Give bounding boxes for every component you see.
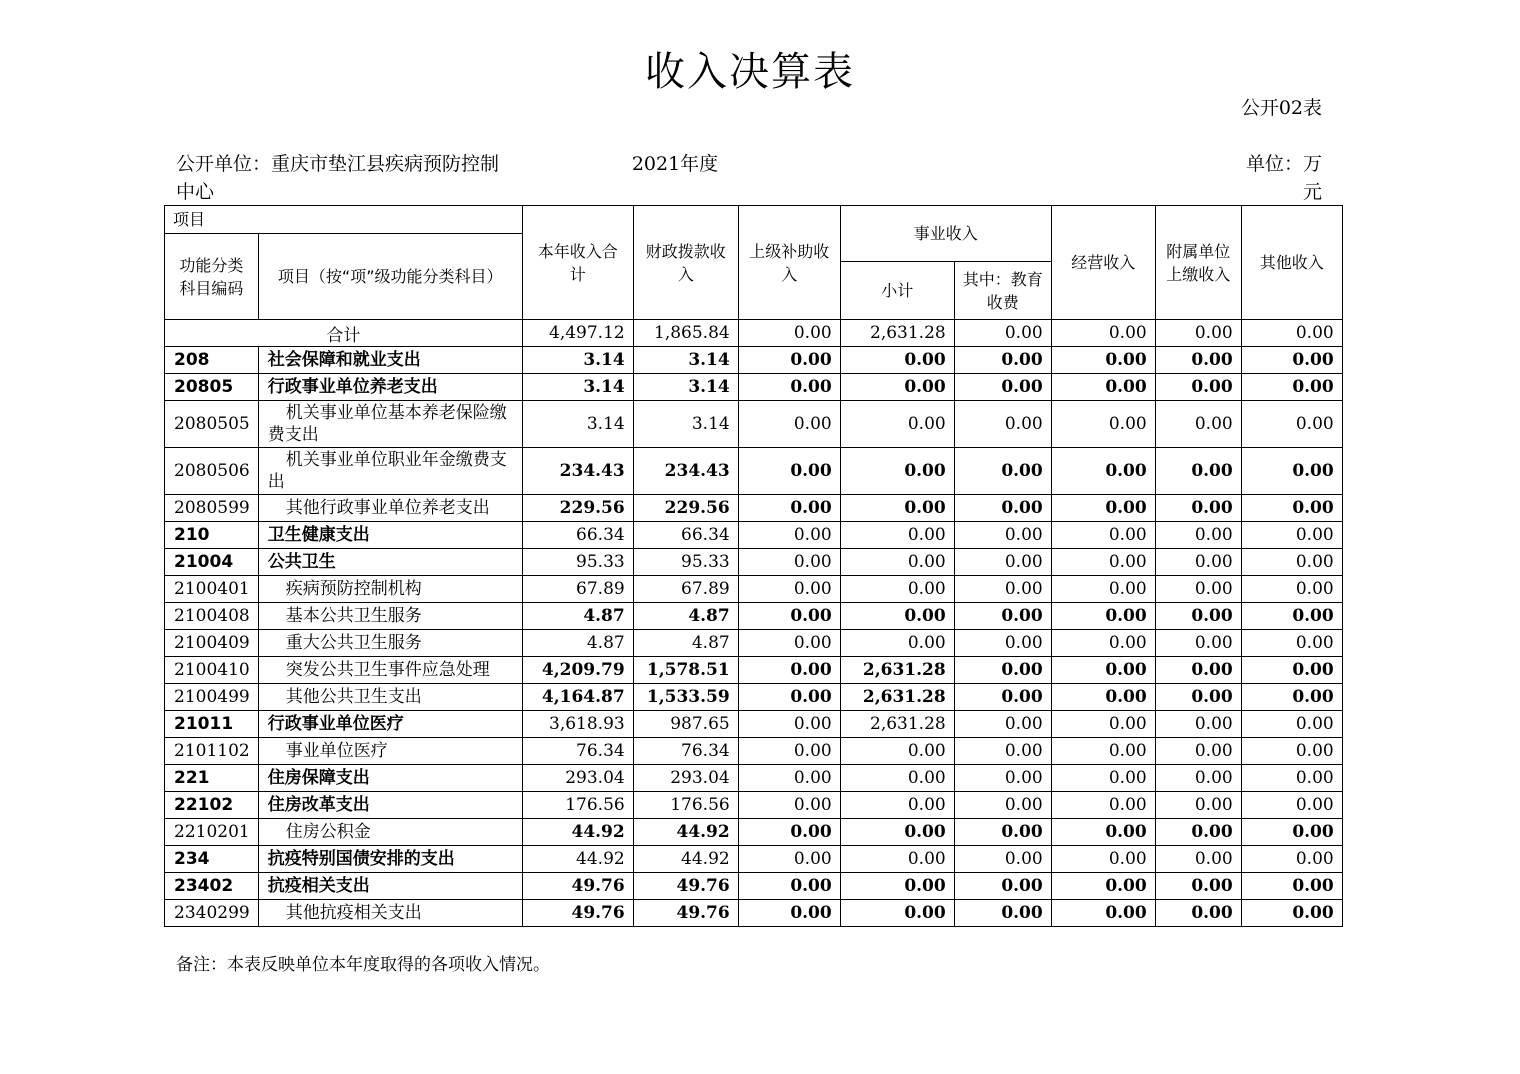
table-cell-name: 重大公共卫生服务 [258,630,522,657]
table-cell-value: 0.00 [1051,657,1155,684]
table-row [165,347,1343,374]
table-cell-value: 0.00 [1241,819,1342,846]
table-cell-name: 基本公共卫生服务 [258,603,522,630]
table-cell-value: 0.00 [1155,711,1241,738]
header-edu-fee: 其中：教育收费 [954,262,1051,320]
table-cell-value: 0.00 [1155,846,1241,873]
table-cell-value: 0.00 [954,522,1051,549]
table-cell-value: 0.00 [840,846,954,873]
table-cell-code: 21004 [165,549,259,576]
table-cell-value: 234.43 [522,448,633,495]
table-cell-value: 3,618.93 [522,711,633,738]
table-cell-value: 1,578.51 [633,657,738,684]
table-cell-value: 0.00 [840,873,954,900]
table-cell-value: 0.00 [738,657,840,684]
table-cell-value: 0.00 [738,320,840,347]
table-cell-value: 0.00 [1051,765,1155,792]
table-cell-value: 49.76 [633,900,738,927]
header-func-name: 项目（按“项”级功能分类科目） [258,234,522,320]
table-cell-value: 0.00 [1241,738,1342,765]
table-cell-value: 293.04 [522,765,633,792]
header-func-code: 功能分类科目编码 [165,234,259,320]
table-cell-value: 0.00 [1155,576,1241,603]
table-cell-value: 0.00 [1241,900,1342,927]
table-row [165,448,1343,495]
table-cell-value: 0.00 [954,549,1051,576]
table-cell-code: 2080599 [165,495,259,522]
table-cell-value: 0.00 [1051,401,1155,448]
fiscal-year: 2021年度 [631,153,719,175]
table-cell-name: 行政事业单位养老支出 [258,374,522,401]
table-cell-value: 0.00 [954,347,1051,374]
table-cell-code: 2100401 [165,576,259,603]
table-cell-value: 0.00 [1155,374,1241,401]
table-cell-value: 0.00 [1155,630,1241,657]
table-cell-name: 公共卫生 [258,549,522,576]
table-cell-value: 0.00 [738,900,840,927]
table-cell-value: 0.00 [1155,657,1241,684]
header-subtotal: 小计 [840,262,954,320]
table-cell-value: 176.56 [633,792,738,819]
reporting-unit: 公开单位：重庆市垫江县疾病预防控制中心 [176,153,500,203]
table-cell-value: 0.00 [1241,846,1342,873]
table-cell-value: 0.00 [954,738,1051,765]
table-cell-value: 2,631.28 [840,711,954,738]
table-cell-code: 2100410 [165,657,259,684]
table-cell-value: 0.00 [954,684,1051,711]
table-cell-value: 176.56 [522,792,633,819]
table-cell-code: 20805 [165,374,259,401]
table-cell-value: 2,631.28 [840,684,954,711]
table-cell-value: 76.34 [522,738,633,765]
table-cell-value: 0.00 [738,603,840,630]
table-cell-value: 0.00 [1051,792,1155,819]
table-cell-value: 1,865.84 [633,320,738,347]
table-row [165,630,1343,657]
table-cell-value: 0.00 [1155,873,1241,900]
table-cell-value: 0.00 [1155,448,1241,495]
table-cell-value: 3.14 [522,374,633,401]
table-row [165,549,1343,576]
table-cell-value: 67.89 [522,576,633,603]
table-cell-code: 208 [165,347,259,374]
table-cell-value: 0.00 [1241,347,1342,374]
table-cell-value: 4,209.79 [522,657,633,684]
table-cell-value: 0.00 [840,347,954,374]
table-cell-value: 987.65 [633,711,738,738]
table-cell-value: 0.00 [738,522,840,549]
table-cell-value: 0.00 [738,448,840,495]
header-superior-subsidy: 上级补助收入 [738,206,840,320]
table-cell-value: 0.00 [840,522,954,549]
table-cell-name: 其他公共卫生支出 [258,684,522,711]
table-cell-value: 0.00 [1155,549,1241,576]
table-cell-value: 3.14 [633,347,738,374]
table-cell-name: 机关事业单位基本养老保险缴费支出 [258,401,522,448]
table-row [165,522,1343,549]
table-cell-value: 0.00 [738,684,840,711]
table-cell-code: 210 [165,522,259,549]
table-cell-value: 0.00 [1051,448,1155,495]
income-table [164,205,1343,927]
form-number: 公开02表 [1240,97,1322,119]
table-cell-value: 0.00 [738,738,840,765]
table-cell-value: 0.00 [1241,603,1342,630]
table-row [165,603,1343,630]
table-cell-value: 0.00 [1241,320,1342,347]
table-cell-value: 0.00 [738,495,840,522]
header-item: 项目 [165,206,523,234]
table-cell-value: 0.00 [738,347,840,374]
table-cell-name: 其他抗疫相关支出 [258,900,522,927]
table-cell-value: 95.33 [633,549,738,576]
table-cell-name: 社会保障和就业支出 [258,347,522,374]
table-cell-value: 0.00 [954,374,1051,401]
table-cell-code: 22102 [165,792,259,819]
table-cell-value: 0.00 [1155,320,1241,347]
table-row [165,792,1343,819]
table-cell-value: 49.76 [522,873,633,900]
table-cell-value: 0.00 [1241,684,1342,711]
table-cell-value: 0.00 [1241,792,1342,819]
table-cell-value: 0.00 [840,576,954,603]
table-cell-code: 2210201 [165,819,259,846]
table-cell-code: 2101102 [165,738,259,765]
table-cell-value: 4.87 [633,630,738,657]
table-cell-name: 行政事业单位医疗 [258,711,522,738]
table-cell-value: 0.00 [1155,819,1241,846]
table-cell-value: 44.92 [522,846,633,873]
table-cell-value: 4,497.12 [522,320,633,347]
table-cell-value: 0.00 [1241,657,1342,684]
table-cell-value: 0.00 [1051,684,1155,711]
table-cell-code: 21011 [165,711,259,738]
table-cell-value: 0.00 [738,630,840,657]
table-row [165,819,1343,846]
table-cell-value: 0.00 [1241,401,1342,448]
table-row [165,684,1343,711]
table-cell-value: 44.92 [633,819,738,846]
table-cell-value: 4.87 [633,603,738,630]
header-career-income: 事业收入 [840,206,1051,262]
table-cell-value: 0.00 [1241,549,1342,576]
table-cell-value: 0.00 [1155,765,1241,792]
table-cell-value: 0.00 [954,401,1051,448]
table-cell-code: 2340299 [165,900,259,927]
table-row [165,846,1343,873]
table-cell-value: 0.00 [954,630,1051,657]
table-cell-value: 0.00 [1051,374,1155,401]
table-cell-value: 0.00 [954,711,1051,738]
table-row [165,401,1343,448]
table-cell-value: 0.00 [840,401,954,448]
table-cell-value: 0.00 [738,374,840,401]
table-cell-value: 0.00 [738,765,840,792]
table-cell-value: 0.00 [1051,819,1155,846]
header-operating: 经营收入 [1051,206,1155,320]
table-cell-value: 0.00 [840,738,954,765]
table-cell-value: 0.00 [1051,522,1155,549]
table-cell-value: 3.14 [522,401,633,448]
table-cell-value: 0.00 [954,819,1051,846]
table-cell-value: 0.00 [840,374,954,401]
table-row [165,657,1343,684]
table-cell-value: 0.00 [1155,792,1241,819]
table-row-total [165,320,1343,347]
table-row [165,765,1343,792]
table-cell-value: 0.00 [1155,522,1241,549]
table-cell-value: 3.14 [633,374,738,401]
table-cell-value: 0.00 [1155,401,1241,448]
table-cell-value: 293.04 [633,765,738,792]
table-cell-value: 66.34 [522,522,633,549]
table-row [165,873,1343,900]
table-cell-code: 221 [165,765,259,792]
table-cell-value: 0.00 [840,448,954,495]
table-cell-value: 0.00 [1241,576,1342,603]
table-cell-value: 44.92 [522,819,633,846]
table-cell-name: 住房公积金 [258,819,522,846]
table-cell-name: 抗疫相关支出 [258,873,522,900]
table-cell-value: 0.00 [840,495,954,522]
table-cell-code: 2100409 [165,630,259,657]
table-cell-name: 突发公共卫生事件应急处理 [258,657,522,684]
table-cell-value: 0.00 [1241,374,1342,401]
header-affiliated: 附属单位上缴收入 [1155,206,1241,320]
table-cell-value: 0.00 [840,819,954,846]
table-cell-code: 23402 [165,873,259,900]
table-cell-value: 0.00 [954,765,1051,792]
table-cell-name: 其他行政事业单位养老支出 [258,495,522,522]
table-cell-code: 2100499 [165,684,259,711]
table-cell-value: 0.00 [738,576,840,603]
page-title: 收入决算表 [645,49,855,95]
table-row [165,495,1343,522]
table-cell-code: 2100408 [165,603,259,630]
table-cell-value: 0.00 [840,549,954,576]
table-cell-value: 0.00 [738,549,840,576]
table-cell-value: 0.00 [840,900,954,927]
table-cell-value: 0.00 [738,819,840,846]
table-cell-value: 0.00 [738,846,840,873]
table-cell-value: 0.00 [1051,711,1155,738]
table-cell-value: 0.00 [1241,765,1342,792]
table-cell-value: 0.00 [954,900,1051,927]
table-cell-name: 疾病预防控制机构 [258,576,522,603]
table-cell-value: 0.00 [1051,603,1155,630]
table-cell-value: 0.00 [738,792,840,819]
table-cell-value: 0.00 [1051,320,1155,347]
table-cell-value: 0.00 [1155,900,1241,927]
table-cell-value: 0.00 [1241,522,1342,549]
table-cell-value: 4.87 [522,603,633,630]
table-cell-value: 1,533.59 [633,684,738,711]
table-cell-value: 0.00 [1155,495,1241,522]
table-cell-value: 0.00 [954,603,1051,630]
table-cell-value: 0.00 [1241,630,1342,657]
table-row [165,576,1343,603]
table-cell-value: 0.00 [1051,549,1155,576]
table-cell-value: 0.00 [1051,738,1155,765]
table-cell-value: 3.14 [633,401,738,448]
table-cell-code: 2080505 [165,401,259,448]
table-cell-name: 住房保障支出 [258,765,522,792]
table-cell-value: 0.00 [1051,873,1155,900]
table-cell-name: 住房改革支出 [258,792,522,819]
table-cell-value: 0.00 [954,657,1051,684]
table-cell-value: 0.00 [1241,495,1342,522]
table-cell-value: 0.00 [1241,711,1342,738]
table-cell-value: 0.00 [840,630,954,657]
table-cell-value: 4.87 [522,630,633,657]
table-cell-value: 0.00 [954,320,1051,347]
table-cell-code: 2080506 [165,448,259,495]
table-cell-value: 0.00 [954,448,1051,495]
header-total-income: 本年收入合计 [522,206,633,320]
table-cell-name: 抗疫特别国债安排的支出 [258,846,522,873]
table-cell-value: 0.00 [1241,448,1342,495]
header-other: 其他收入 [1241,206,1342,320]
table-cell-value: 0.00 [738,711,840,738]
table-cell-value: 0.00 [840,603,954,630]
table-cell-value: 0.00 [954,576,1051,603]
table-cell-value: 66.34 [633,522,738,549]
header-fiscal: 财政拨款收入 [633,206,738,320]
table-cell-value: 44.92 [633,846,738,873]
table-cell-value: 76.34 [633,738,738,765]
table-cell-value: 0.00 [840,765,954,792]
table-cell-value: 49.76 [633,873,738,900]
table-cell-value: 0.00 [1051,846,1155,873]
table-cell-value: 4,164.87 [522,684,633,711]
table-cell-name: 卫生健康支出 [258,522,522,549]
table-cell-value: 229.56 [633,495,738,522]
table-cell-value: 0.00 [1051,495,1155,522]
table-cell-value: 0.00 [1051,347,1155,374]
table-row [165,711,1343,738]
table-cell-name: 机关事业单位职业年金缴费支出 [258,448,522,495]
footnote: 备注：本表反映单位本年度取得的各项收入情况。 [176,955,550,975]
table-cell-value: 0.00 [954,495,1051,522]
table-cell-value: 0.00 [1051,900,1155,927]
table-cell-value: 0.00 [1155,738,1241,765]
table-cell-value: 0.00 [738,873,840,900]
table-cell-value: 0.00 [1241,873,1342,900]
table-cell-value: 0.00 [738,401,840,448]
table-cell-value: 229.56 [522,495,633,522]
table-cell-value: 0.00 [954,846,1051,873]
table-cell-value: 49.76 [522,900,633,927]
table-cell-value: 2,631.28 [840,320,954,347]
table-cell-value: 0.00 [840,792,954,819]
table-row [165,374,1343,401]
table-cell-value: 0.00 [954,873,1051,900]
table-cell-value: 0.00 [954,792,1051,819]
total-label: 合计 [165,320,523,347]
table-cell-value: 0.00 [1155,347,1241,374]
table-cell-value: 67.89 [633,576,738,603]
table-cell-value: 95.33 [522,549,633,576]
table-row [165,900,1343,927]
table-cell-value: 0.00 [1155,603,1241,630]
table-cell-value: 0.00 [1051,576,1155,603]
table-cell-name: 事业单位医疗 [258,738,522,765]
table-cell-value: 2,631.28 [840,657,954,684]
table-cell-code: 234 [165,846,259,873]
currency-unit: 单位：万元 [1245,153,1322,203]
table-cell-value: 234.43 [633,448,738,495]
table-cell-value: 0.00 [1155,684,1241,711]
table-row [165,738,1343,765]
table-cell-value: 3.14 [522,347,633,374]
table-cell-value: 0.00 [1051,630,1155,657]
